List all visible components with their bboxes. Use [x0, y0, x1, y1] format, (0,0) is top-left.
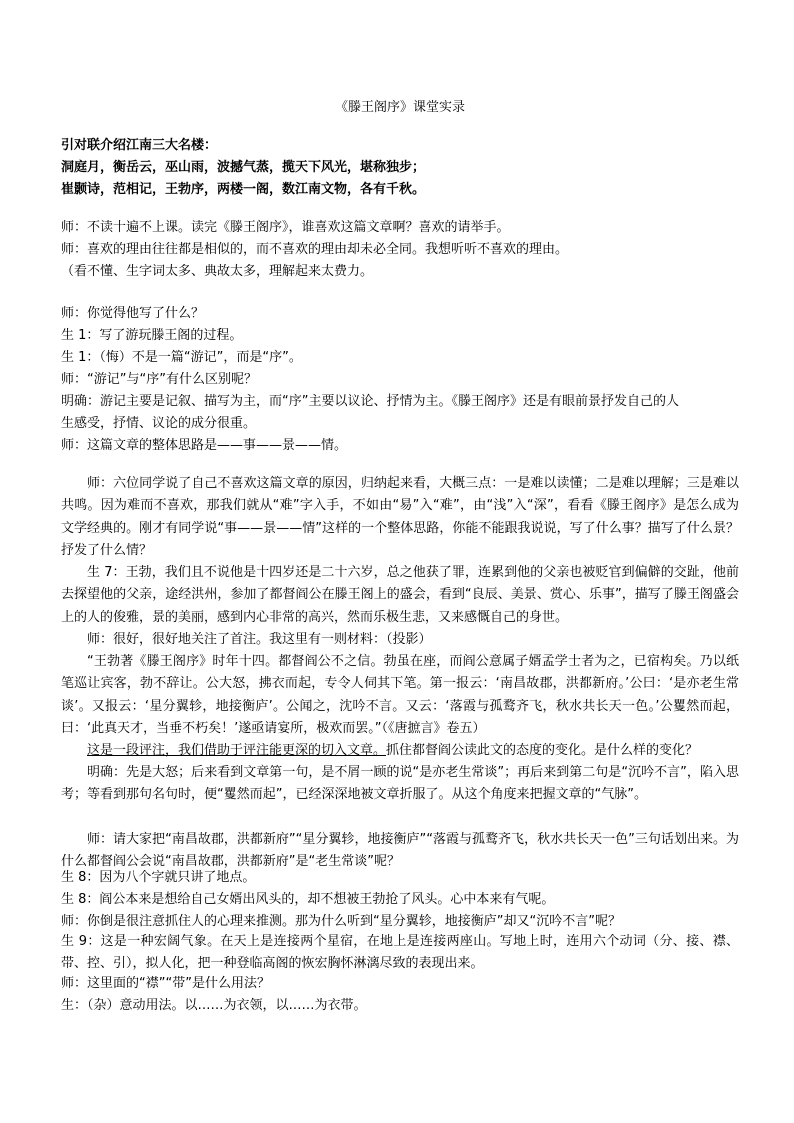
dialogue-line: （看不懂、生字词太多、典故太多，理解起来太费力。: [61, 264, 374, 279]
dialogue-line: 生：（杂）意动用法。以……为衣领，以……为衣带。: [61, 998, 367, 1013]
couplet-line-1: 洞庭月，衡岳云，巫山雨，波撼气蒸，揽天下风光，堪称独步；: [61, 160, 426, 175]
paragraph-student-7: 生 7：王勃，我们且不说他是十四岁还是二十六岁，总之他获了罪，连累到他的父亲也被贬官到偏僻的交趾，他前去探望他的父亲，途经洪州，参加了都督阎公在滕王阁上的盛会，看到“良辰、美景、赏心、乐事”，描写了滕王阁盛会上的人的俊雅，景的美丽，感到内心非常的高兴，然而乐极生悲，又来感慨自己的身世。: [61, 565, 739, 625]
couplet-line-2: 崔颢诗，范相记，王勃序，两楼一阁，数江南文物，各有千秋。: [61, 182, 426, 197]
dialogue-line: 生 8：因为八个字就只讲了地点。: [61, 870, 256, 885]
paragraph-teacher-question: 师：请大家把“南昌故郡，洪都新府”“星分翼轸，地接衡庐”“落霞与孤鹜齐飞，秋水共长天一色”三句话划出来。为什么都督阎公会说“南昌故郡，洪都新府”是“老生常谈”呢？: [61, 832, 739, 870]
commentary-rest: 抓住都督阎公读此文的态度的变化。是什么样的变化？: [386, 743, 699, 758]
paragraph-teacher-intro: 师：六位同学说了自己不喜欢这篇文章的原因，归纳起来看，大概三点：一是难以读懂；二是难以理解；三是难以共鸣。因为难而不喜欢，那我们就从“难”字入手，不如由“易”入“难”，由“浅”入“深”，看看《滕王阁序》是怎么成为文学经典的。刚才有同学说“事——景——情”这样的一个整体思路，你能不能跟我说说，写了什么事？描写了什么景？抒发了什么情？: [61, 476, 739, 558]
dialogue-line: 师：你觉得他写了什么？: [61, 306, 205, 321]
dialogue-line: 生 1：（悔）不是一篇“游记”，而是“序”。: [61, 350, 302, 365]
underlined-sentence: 这是一段评注，我们借助于评注能更深的切入文章。: [87, 743, 387, 758]
paragraph-clarification: 明确：先是大怒；后来看到文章第一句，是不屑一顾的说“是亦老生常谈”；再后来到第二句是“沉吟不言”，陷入思考；等看到那句名句时，便“矍然而起”，已经深深地被文章折服了。从这个角度来把握文章的“气脉”。: [61, 765, 739, 803]
dialogue-line: 生感受，抒情、议论的成分很重。: [61, 416, 257, 431]
dialogue-line: 生 1：写了游玩滕王阁的过程。: [61, 328, 243, 343]
dialogue-line: 师：“游记”与“序”有什么区别呢？: [61, 372, 257, 387]
dialogue-line: 师：不读十遍不上课。读完《滕王阁序》，谁喜欢这篇文章啊？喜欢的请举手。: [61, 220, 510, 235]
dialogue-line: 明确：游记主要是记叙、描写为主，而“序”主要以议论、抒情为主。《滕王阁序》还是有眼前景抒发自己的人: [61, 394, 679, 409]
paragraph-student-9: 生 9：这是一种宏阔气象。在天上是连接两个星宿，在地上是连接两座山。写地上时，连用六个动词（分、接、襟、带、控、引），拟人化，把一种登临高阁的恢宏胸怀淋漓尽致的表现出来。: [61, 934, 739, 972]
dialogue-line: 师：你倒是很注意抓住人的心理来推测。那为什么听到“星分翼轸，地接衡庐”却又“沉吟不言”呢？: [61, 914, 621, 929]
paragraph-teacher-material: 师：很好，很好地关注了首注。我这里有一则材料：（投影）: [87, 632, 432, 647]
paragraph-quoted-material: “王勃著《滕王阁序》时年十四。都督阎公不之信。勃虽在座，而阎公意属子婿孟学士者为之，已宿构矣。乃以纸笔巡让宾客，勃不辞让。公大怒，拂衣而起，专令人伺其下笔。第一报云：‘南昌故郡，洪都新府。’公曰：‘是亦老生常谈’。又报云：‘星分翼轸，地接衡庐’。公闻之，沈吟不言。又云：‘落霞与孤鹜齐飞，秋水共长天一色。’公矍然而起，曰：‘此真天才，当垂不朽矣！’遂亟请宴所，极欢而罢。”（《唐摭言》卷五）: [61, 654, 739, 736]
dialogue-line: 生 8：阎公本来是想给自己女婿出风头的，却不想被王勃抢了风头。心中本来有气呢。: [61, 892, 555, 907]
intro-heading: 引对联介绍江南三大名楼：: [61, 138, 218, 153]
dialogue-line: 师：这篇文章的整体思路是——事——景——情。: [61, 438, 348, 453]
dialogue-line: 师：喜欢的理由往往都是相似的，而不喜欢的理由却未必全同。我想听听不喜欢的理由。: [61, 242, 569, 257]
page-title: 《滕王阁序》课堂实录: [334, 100, 465, 115]
paragraph-commentary: [61, 740, 739, 762]
dialogue-line: 师：这里面的“襟”“带”是什么用法？: [61, 976, 270, 991]
